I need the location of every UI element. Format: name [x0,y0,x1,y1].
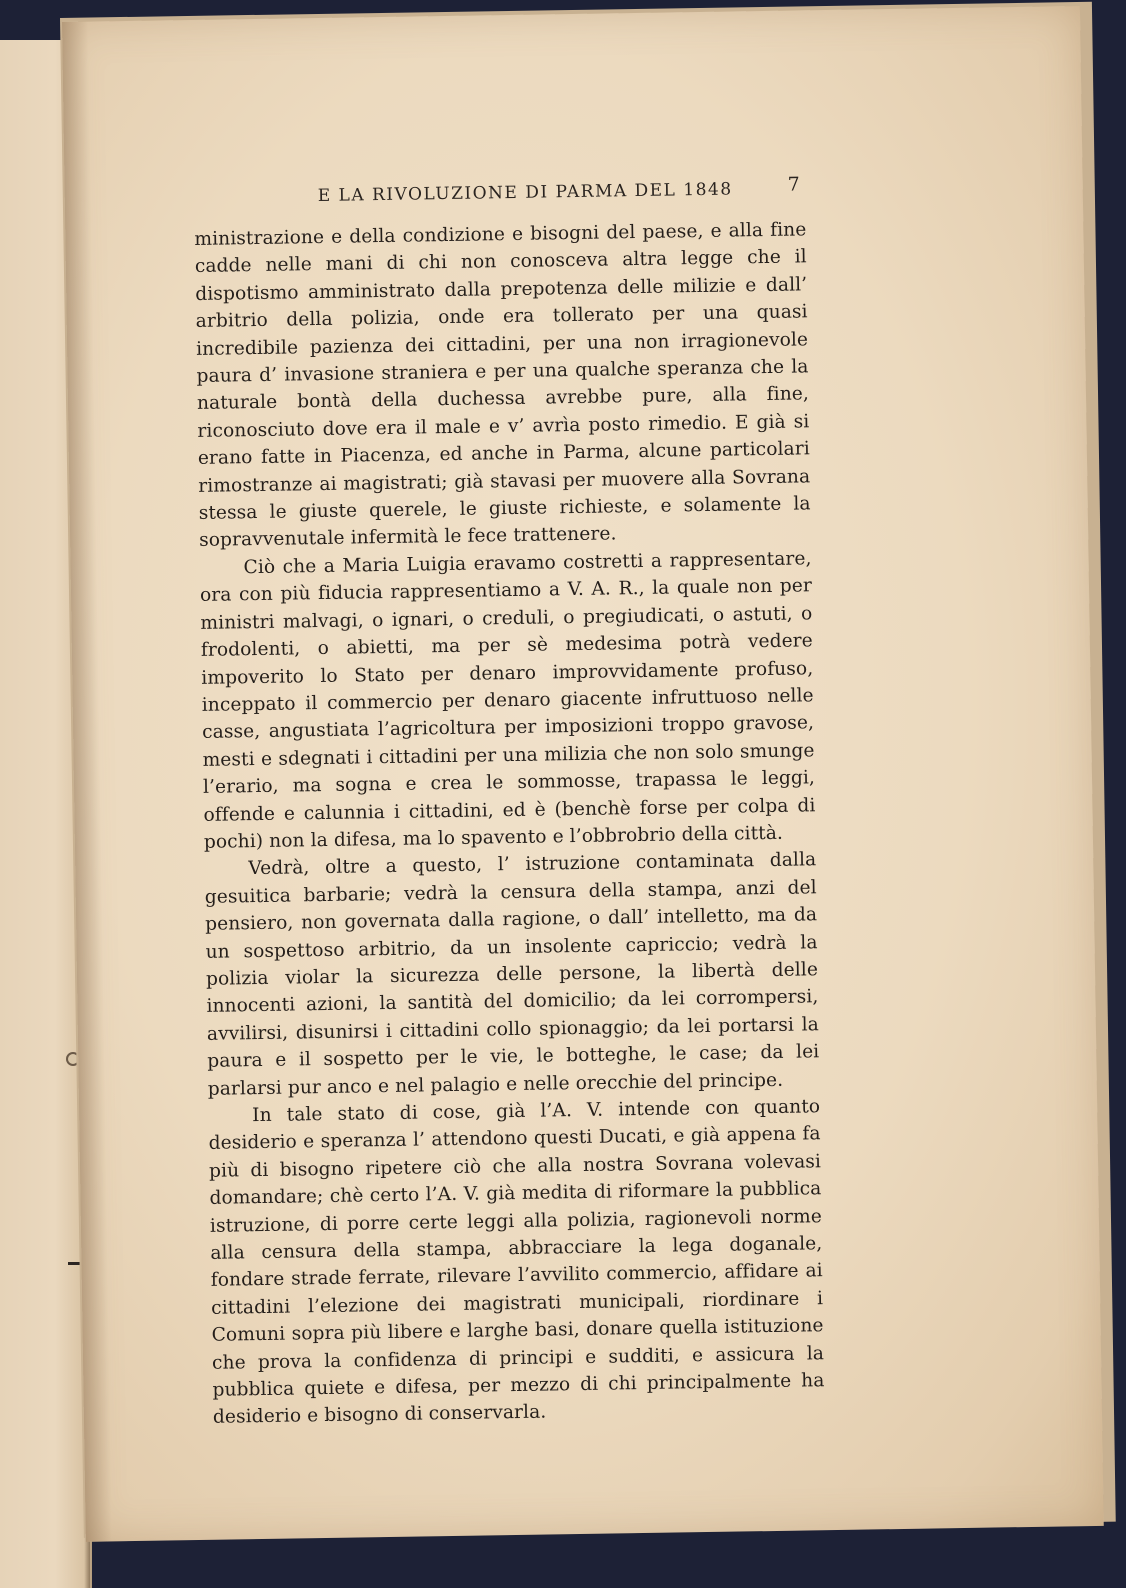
paragraph: Ciò che a Maria Luigia eravamo costretti a rappresentare, ora con più fiducia rappresentiamo a V. A. R., la quale non per ministri malvagi, o ignari, o creduli, o pregiudicati, o astuti, o frodolenti, o abietti, ma per sè medesima potrà vedere impoverito lo Stato per denaro improvvidamente profuso, inceppato il commercio per denaro giacente infruttuoso nelle casse, angustiata l’agricoltura per imposizioni troppo gravose, mesti e sdegnati i cittadini per una milizia che non solo smunge l’erario, ma sogna e crea le sommosse, trapassa le leggi, offende e calunnia i cittadini, ed è (benchè forse per colpa di pochi) non la difesa, ma lo spavento e l’obbrobrio della città. [199,548,816,853]
book-page [62,6,1104,1542]
running-header: E LA RIVOLUZIONE DI PARMA DEL 1848 [317,179,733,207]
paragraph: ministrazione e della condizione e bisogni del paese, e alla fine cadde nelle mani di chi non conosceva altra legge che il dispotismo amministrato dalla prepotenza delle milizie e dall’ arbitrio della polizia, onde era tollerato per una quasi incredibile pazienza dei cittadini, per una non irragionevole paura d’ invasione straniera e per una qualche speranza che la naturale bontà della duchessa avrebbe pure, alla fine, riconosciuto dove era il male e v’ avrìa posto rimedio. E già si erano fatte in Piacenza, ed anche in Parma, alcune particolari rimostranze ai magistrati; già stavasi per muovere alla Sovrana stessa le giuste querele, le giuste richieste, e solamente la sopravvenutale infermità le fece trattenere. [194,219,811,552]
paragraph: Vedrà, oltre a questo, l’ istruzione contaminata dalla gesuitica barbarie; vedrà la censura della stampa, anzi del pensiero, non governata dalla ragione, o dall’ intelletto, ma da un sospettoso arbitrio, da un insolente capriccio; vedrà la polizia violar la sicurezza delle persone, la libertà delle innocenti azioni, la santità del domicilio; da lei corrompersi, avvilirsi, disunirsi i cittadini collo spionaggio; da lei portarsi la paura e il sospetto per le vie, le botteghe, le case; da lei parlarsi pur anco e nel palagio e nelle orecchie del principe. [204,849,820,1100]
body-text [194,216,825,1431]
paragraph: In tale stato di cose, già l’A. V. intende con quanto desiderio e speranza l’ attendono questi Ducati, e già appena fa più di bisogno ripetere ciò che alla nostra Sovrana volevasi domandare; chè certo l’A. V. già medita di riformare la pubblica istruzione, di porre certe leggi alla polizia, ragionevoli norme alla censura della stampa, abbracciare la lega doganale, fondare strade ferrate, rilevare l’avvilito commercio, affidare ai cittadini l’elezione dei magistrati municipali, riordinare i Comuni sopra più libere e larghe basi, donare quella istituzione che prova la confidenza di principi e sudditi, e assicura la pubblica quiete e difesa, per mezzo di chi principalmente ha desiderio e bisogno di conservarla. [208,1096,825,1429]
page-number: 7 [787,173,800,196]
